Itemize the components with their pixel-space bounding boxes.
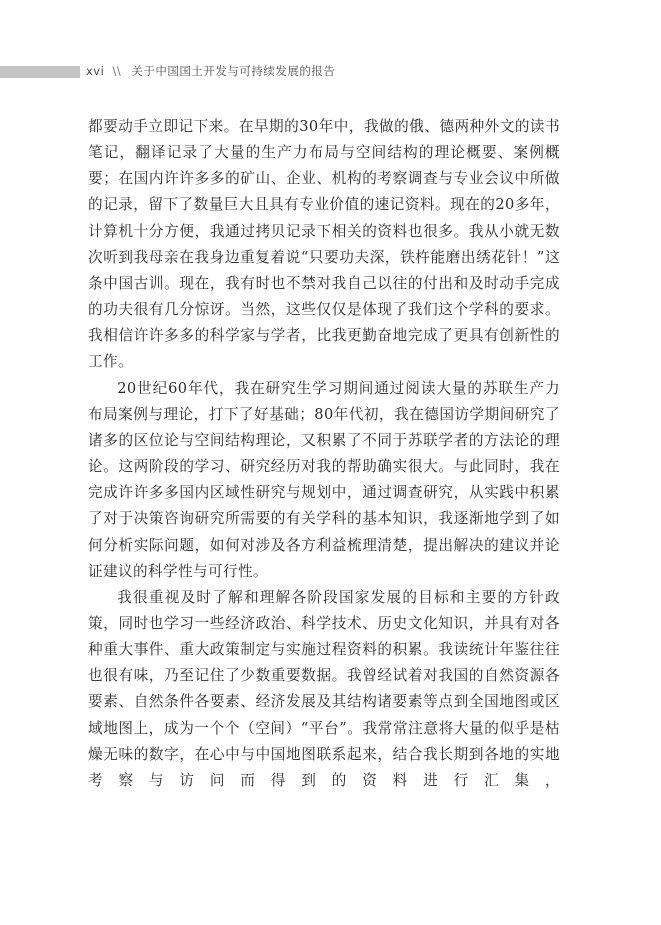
running-header: [0, 62, 661, 82]
paragraph-policy-study: 我很重视及时了解和理解各阶段国家发展的目标和主要的方针政策，同时也学习一些经济政治、科学技术、历史文化知识，并具有对各种重大事件、重大政策制定与实施过程资料的积累。我读统计年鉴往往也很有味，乃至记住了少数重要数据。我曾经试着对我国的自然资源各要素、自然条件各要素、经济发展及其结构诸要素等点到全国地图或区域地图上，成为一个个（空间）“平台”。我常常注意将大量的似乎是枯燥无味的数字，在心中与中国地图联系起来，结合我长期到各地的实地考察与访问而得到的资料进行汇集，: [88, 588, 560, 789]
page-number: xvi: [86, 64, 105, 78]
header-decorative-bar: [0, 66, 80, 78]
header-text: [86, 63, 335, 79]
header-separator: \\: [112, 64, 122, 78]
book-title: 关于中国国土开发与可持续发展的报告: [131, 64, 336, 78]
paragraph-research-background: 20世纪60年代，我在研究生学习期间通过阅读大量的苏联生产力布局案例与理论，打下了好基础；80年代初，我在德国访学期间研究了诸多的区位论与空间结构理论，又积累了不同于苏联学者的方法论的理论。这两阶段的学习、研究经历对我的帮助确实很大。与此同时，我在完成许许多多国内区域性研究与规划中，通过调查研究，从实践中积累了对于决策咨询研究所需要的有关学科的基本知识，我逐渐地学到了如何分析实际问题，如何对涉及各方利益梳理清楚，提出解决的建议并论证建议的科学性与可行性。: [88, 379, 560, 580]
paragraph-continued: 都要动手立即记下来。在早期的30年中，我做的俄、德两种外文的读书笔记，翻译记录了大量的生产力布局与空间结构的理论概要、案例概要；在国内许许多多的矿山、企业、机构的考察调查与专业会议中所做的记录，留下了数量巨大且具有专业价值的速记资料。现在的20多年，计算机十分方便，我通过拷贝记录下相关的资料也很多。我从小就无数次听到我母亲在我身边重复着说“只要功夫深，铁杵能磨出绣花针！”这条中国古训。现在，我有时也不禁对我自己以往的付出和及时动手完成的功夫很有几分惊讶。当然，这些仅仅是体现了我们这个学科的要求。我相信许许多多的科学家与学者，比我更勤奋地完成了更具有创新性的工作。: [88, 118, 560, 371]
body-text: [88, 114, 560, 794]
